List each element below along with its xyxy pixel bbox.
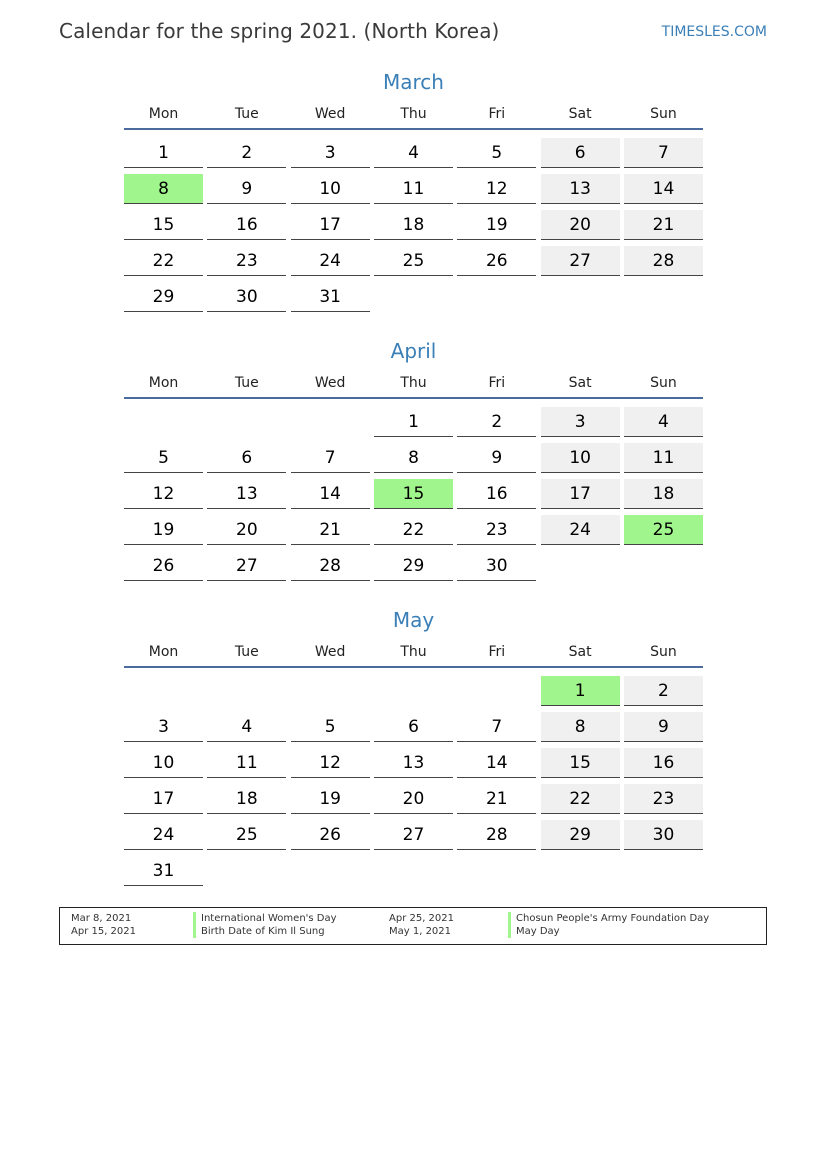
empty-cell <box>207 407 286 437</box>
day-cell: 22 <box>374 515 453 545</box>
weekday-label: Sat <box>568 106 592 122</box>
empty-cell <box>457 282 536 312</box>
day-cell: 5 <box>457 138 536 168</box>
week-row <box>124 708 703 744</box>
day-cell: 16 <box>624 748 703 778</box>
day-cell: 28 <box>624 246 703 276</box>
month-april <box>124 339 703 583</box>
empty-cell <box>541 282 620 312</box>
week-row <box>124 511 703 547</box>
day-cell: 6 <box>207 443 286 473</box>
day-cell: 23 <box>624 784 703 814</box>
holiday-legend <box>59 907 767 945</box>
weekday-label: Mon <box>148 644 179 660</box>
empty-cell <box>291 676 370 706</box>
day-cell: 26 <box>124 551 203 581</box>
day-cell: 17 <box>291 210 370 240</box>
day-cell: 7 <box>291 443 370 473</box>
day-cell: 23 <box>457 515 536 545</box>
week-row <box>124 242 703 278</box>
legend-date: May 1, 2021 <box>389 926 452 937</box>
day-cell: 24 <box>124 820 203 850</box>
week-row <box>124 672 703 708</box>
day-cell: 12 <box>291 748 370 778</box>
site-link[interactable]: TIMESLES.COM <box>661 24 767 40</box>
day-cell: 24 <box>291 246 370 276</box>
day-cell: 7 <box>624 138 703 168</box>
empty-cell <box>624 551 703 581</box>
day-cell: 26 <box>457 246 536 276</box>
day-cell: 11 <box>624 443 703 473</box>
weeks <box>124 134 703 314</box>
weekday-label: Mon <box>148 375 179 391</box>
month-name: May <box>392 608 435 632</box>
day-cell: 10 <box>541 443 620 473</box>
day-cell: 22 <box>124 246 203 276</box>
week-row <box>124 852 703 888</box>
day-cell: 20 <box>207 515 286 545</box>
legend-row <box>60 912 766 925</box>
week-row <box>124 780 703 816</box>
legend-holiday-name: Birth Date of Kim Il Sung <box>193 925 325 938</box>
day-cell: 17 <box>541 479 620 509</box>
day-cell: 3 <box>541 407 620 437</box>
day-cell: 3 <box>124 712 203 742</box>
weekday-label: Sun <box>650 644 677 660</box>
empty-cell <box>291 856 370 886</box>
day-cell: 24 <box>541 515 620 545</box>
day-cell: 16 <box>457 479 536 509</box>
header-divider <box>124 666 703 668</box>
empty-cell <box>374 282 453 312</box>
day-cell: 19 <box>291 784 370 814</box>
day-cell: 28 <box>457 820 536 850</box>
day-cell: 12 <box>457 174 536 204</box>
empty-cell <box>457 856 536 886</box>
weekday-label: Thu <box>400 106 427 122</box>
weekday-label: Sun <box>650 375 677 391</box>
weekday-label: Wed <box>314 106 346 122</box>
day-cell: 19 <box>124 515 203 545</box>
weekday-label: Mon <box>148 106 179 122</box>
day-cell: 13 <box>374 748 453 778</box>
day-cell: 15 <box>124 210 203 240</box>
holiday-day-cell: 15 <box>374 479 453 509</box>
legend-row <box>60 925 766 938</box>
week-row <box>124 403 703 439</box>
month-name: March <box>383 70 444 94</box>
day-cell: 14 <box>457 748 536 778</box>
day-cell: 18 <box>207 784 286 814</box>
month-march <box>124 70 703 314</box>
day-cell: 15 <box>541 748 620 778</box>
day-cell: 4 <box>624 407 703 437</box>
day-cell: 14 <box>291 479 370 509</box>
day-cell: 18 <box>374 210 453 240</box>
month-may <box>124 608 703 888</box>
day-cell: 17 <box>124 784 203 814</box>
holiday-day-cell: 25 <box>624 515 703 545</box>
day-cell: 20 <box>374 784 453 814</box>
day-cell: 2 <box>457 407 536 437</box>
header-divider <box>124 128 703 130</box>
month-name: April <box>390 339 437 363</box>
empty-cell <box>291 407 370 437</box>
legend-date: Mar 8, 2021 <box>71 913 132 924</box>
week-row <box>124 744 703 780</box>
day-cell: 5 <box>124 443 203 473</box>
empty-cell <box>624 282 703 312</box>
weekday-header-row <box>124 372 703 394</box>
day-cell: 11 <box>207 748 286 778</box>
day-cell: 11 <box>374 174 453 204</box>
day-cell: 5 <box>291 712 370 742</box>
day-cell: 2 <box>624 676 703 706</box>
empty-cell <box>124 407 203 437</box>
day-cell: 29 <box>374 551 453 581</box>
day-cell: 18 <box>624 479 703 509</box>
day-cell: 9 <box>207 174 286 204</box>
weekday-label: Tue <box>234 375 259 391</box>
day-cell: 6 <box>541 138 620 168</box>
day-cell: 22 <box>541 784 620 814</box>
weekday-label: Fri <box>488 644 506 660</box>
day-cell: 21 <box>291 515 370 545</box>
weeks <box>124 672 703 888</box>
legend-holiday-name: International Women's Day <box>193 912 337 925</box>
legend-holiday-name: May Day <box>508 925 560 938</box>
day-cell: 30 <box>624 820 703 850</box>
empty-cell <box>207 856 286 886</box>
empty-cell <box>541 551 620 581</box>
weekday-label: Fri <box>488 106 506 122</box>
weekday-label: Thu <box>400 375 427 391</box>
day-cell: 9 <box>457 443 536 473</box>
empty-cell <box>374 856 453 886</box>
day-cell: 30 <box>207 282 286 312</box>
day-cell: 27 <box>541 246 620 276</box>
empty-cell <box>624 856 703 886</box>
day-cell: 1 <box>124 138 203 168</box>
day-cell: 31 <box>291 282 370 312</box>
weeks <box>124 403 703 583</box>
week-row <box>124 439 703 475</box>
day-cell: 26 <box>291 820 370 850</box>
day-cell: 29 <box>541 820 620 850</box>
weekday-label: Thu <box>400 644 427 660</box>
day-cell: 3 <box>291 138 370 168</box>
day-cell: 23 <box>207 246 286 276</box>
day-cell: 4 <box>207 712 286 742</box>
day-cell: 8 <box>374 443 453 473</box>
day-cell: 20 <box>541 210 620 240</box>
week-row <box>124 170 703 206</box>
day-cell: 12 <box>124 479 203 509</box>
day-cell: 2 <box>207 138 286 168</box>
week-row <box>124 278 703 314</box>
day-cell: 7 <box>457 712 536 742</box>
weekday-label: Fri <box>488 375 506 391</box>
day-cell: 16 <box>207 210 286 240</box>
day-cell: 25 <box>207 820 286 850</box>
week-row <box>124 134 703 170</box>
legend-date: Apr 25, 2021 <box>389 913 455 924</box>
legend-date: Apr 15, 2021 <box>71 926 137 937</box>
day-cell: 9 <box>624 712 703 742</box>
day-cell: 19 <box>457 210 536 240</box>
page-title: Calendar for the spring 2021. (North Korea) <box>59 19 500 43</box>
weekday-label: Tue <box>234 106 259 122</box>
day-cell: 27 <box>374 820 453 850</box>
day-cell: 10 <box>291 174 370 204</box>
holiday-day-cell: 8 <box>124 174 203 204</box>
empty-cell <box>457 676 536 706</box>
holiday-day-cell: 1 <box>541 676 620 706</box>
weekday-label: Sat <box>568 644 592 660</box>
day-cell: 31 <box>124 856 203 886</box>
day-cell: 30 <box>457 551 536 581</box>
day-cell: 28 <box>291 551 370 581</box>
day-cell: 13 <box>541 174 620 204</box>
day-cell: 1 <box>374 407 453 437</box>
empty-cell <box>374 676 453 706</box>
weekday-label: Wed <box>314 644 346 660</box>
day-cell: 8 <box>541 712 620 742</box>
weekday-label: Wed <box>314 375 346 391</box>
weekday-label: Tue <box>234 644 259 660</box>
empty-cell <box>541 856 620 886</box>
empty-cell <box>207 676 286 706</box>
weekday-label: Sun <box>650 106 677 122</box>
week-row <box>124 475 703 511</box>
day-cell: 21 <box>624 210 703 240</box>
day-cell: 14 <box>624 174 703 204</box>
week-row <box>124 547 703 583</box>
week-row <box>124 206 703 242</box>
weekday-label: Sat <box>568 375 592 391</box>
day-cell: 25 <box>374 246 453 276</box>
day-cell: 10 <box>124 748 203 778</box>
day-cell: 21 <box>457 784 536 814</box>
day-cell: 27 <box>207 551 286 581</box>
day-cell: 4 <box>374 138 453 168</box>
weekday-header-row <box>124 641 703 663</box>
empty-cell <box>124 676 203 706</box>
week-row <box>124 816 703 852</box>
day-cell: 13 <box>207 479 286 509</box>
legend-holiday-name: Chosun People's Army Foundation Day <box>508 912 709 925</box>
weekday-header-row <box>124 103 703 125</box>
day-cell: 6 <box>374 712 453 742</box>
header-divider <box>124 397 703 399</box>
day-cell: 29 <box>124 282 203 312</box>
